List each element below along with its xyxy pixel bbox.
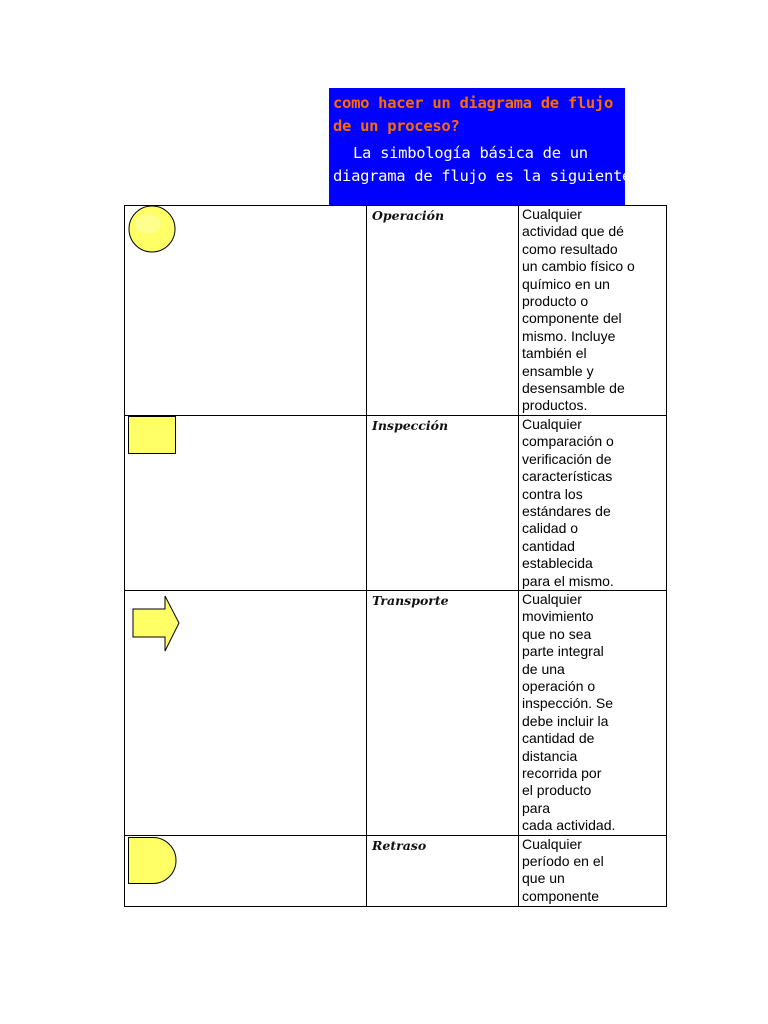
header-subtitle <box>333 142 641 188</box>
description-line: componente del <box>522 310 622 327</box>
table-row-retraso <box>125 835 667 906</box>
symbol-description <box>519 206 667 416</box>
square-icon <box>128 416 178 456</box>
symbol-name: Operación <box>367 206 519 416</box>
description-line: establecida <box>522 555 593 572</box>
symbol-cell <box>125 206 367 416</box>
description-line: Cualquier <box>522 415 582 432</box>
description-line: componente <box>522 887 600 904</box>
description-line: como resultado <box>522 240 618 257</box>
description-line: período en el <box>522 853 604 870</box>
description-line: el producto <box>522 782 592 799</box>
header-banner <box>329 88 641 206</box>
description-line: para <box>522 799 551 816</box>
symbol-cell <box>125 415 367 590</box>
symbol-description <box>519 835 667 906</box>
header-title <box>333 92 623 138</box>
description-line: recorrida por <box>522 765 602 781</box>
description-line: características <box>522 468 613 485</box>
description-line: un cambio físico o <box>522 258 635 275</box>
description-line: químico en un <box>522 275 610 292</box>
symbol-cell <box>125 590 367 835</box>
header-subtitle-line2: diagrama de flujo es la siguiente: <box>333 167 641 185</box>
description-line: desensamble de <box>522 380 625 397</box>
arrow-icon <box>132 595 182 653</box>
symbol-description <box>519 590 667 835</box>
description-line: mismo. Incluye <box>522 327 616 344</box>
description-line: inspección. Se <box>522 695 614 712</box>
table-row-transporte <box>125 590 667 835</box>
description-line: Cualquier <box>522 835 582 852</box>
description-line: que no sea <box>522 625 592 642</box>
description-line: movimiento <box>522 608 594 625</box>
description-line: calidad o <box>522 520 579 537</box>
description-line: que un <box>522 870 565 887</box>
symbol-name: Retraso <box>367 835 519 906</box>
description-line: parte integral <box>522 643 604 660</box>
description-line: operación o <box>522 677 596 694</box>
description-line: estándares de <box>522 502 611 519</box>
circle-icon <box>128 206 178 256</box>
symbol-description <box>519 415 667 590</box>
symbol-name: Transporte <box>367 590 519 835</box>
description-line: ensamble y <box>522 362 594 379</box>
description-line: cantidad de <box>522 730 595 747</box>
table-row-operacion <box>125 206 667 416</box>
description-line: Cualquier <box>522 206 582 222</box>
symbols-table <box>124 205 667 907</box>
description-line: cantidad <box>522 537 575 554</box>
description-line: verificación de <box>522 450 612 467</box>
header-title-line2: de un proceso? <box>333 117 460 135</box>
description-line: debe incluir la <box>522 712 609 729</box>
description-line: para el mismo. <box>522 572 614 589</box>
description-line: de una <box>522 660 565 677</box>
description-line: producto o <box>522 293 589 310</box>
d-shape-icon <box>128 837 180 887</box>
symbol-cell <box>125 835 367 906</box>
description-line: cada actividad. <box>522 817 616 834</box>
description-line: distancia <box>522 747 578 764</box>
description-line: actividad que dé <box>522 223 624 240</box>
symbol-name: Inspección <box>367 415 519 590</box>
table-row-inspeccion <box>125 415 667 590</box>
description-line: contra los <box>522 485 583 502</box>
header-title-line1: como hacer un diagrama de flujo <box>333 94 613 112</box>
description-line: Cualquier <box>522 590 582 607</box>
description-line: también el <box>522 345 587 362</box>
description-line: productos. <box>522 397 588 414</box>
header-subtitle-line1: La simbología básica de un <box>353 144 588 162</box>
description-line: comparación o <box>522 433 614 450</box>
